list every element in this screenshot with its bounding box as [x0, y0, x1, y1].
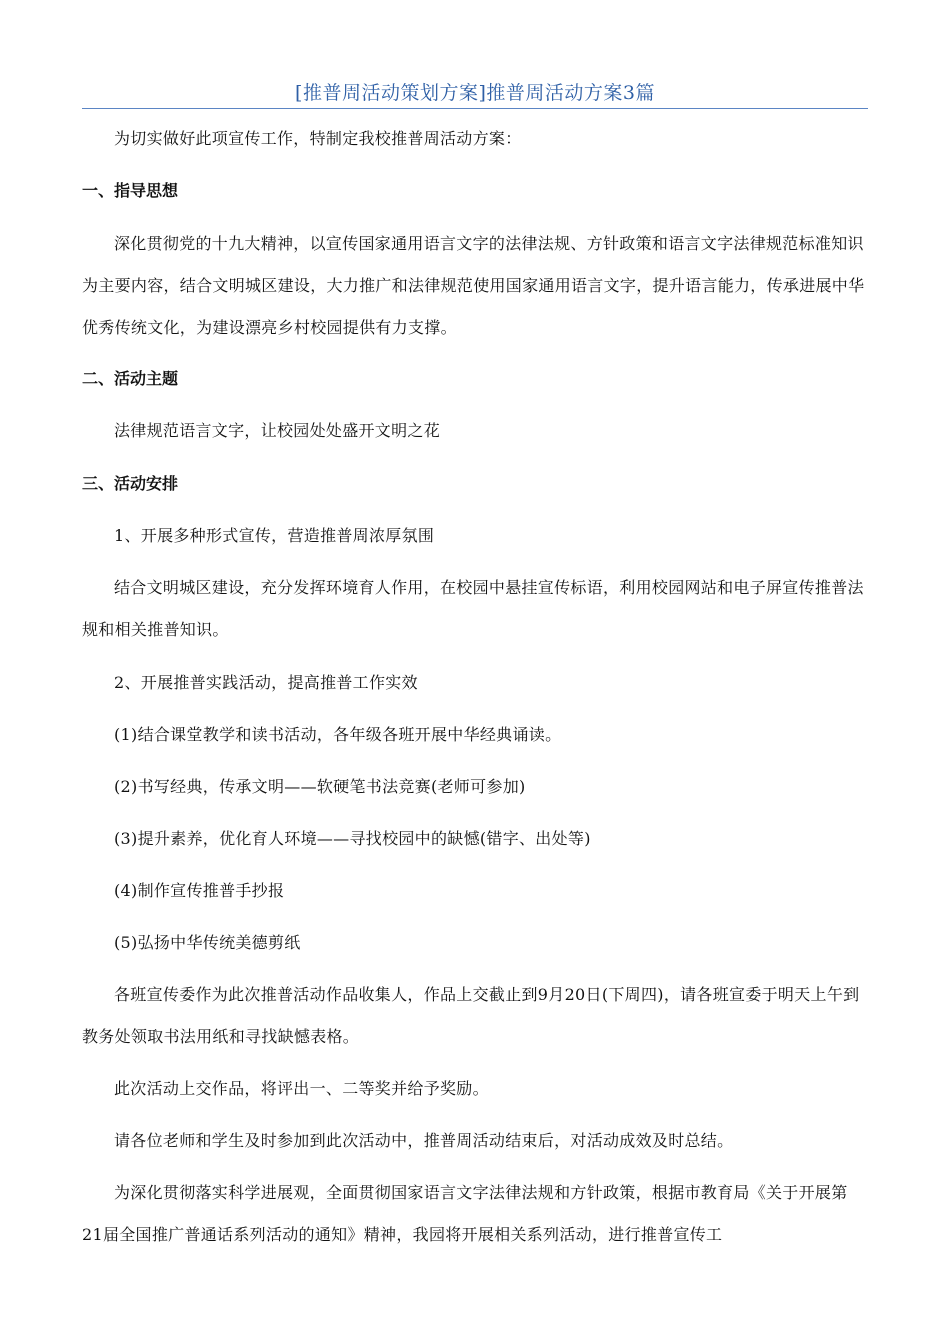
theme-paragraph: 法律规范语言文字，让校园处处盛开文明之花: [114, 421, 441, 440]
section-heading-arrangement: 三、活动安排: [82, 474, 179, 493]
section-heading-theme: 二、活动主题: [82, 369, 179, 388]
activity-sub-item-4: (4)制作宣传推普手抄报: [114, 881, 285, 900]
closing-paragraph: 为深化贯彻落实科学进展观，全面贯彻国家语言文字法律法规和方针政策，根据市教育局《关于开展第21届全国推广普通话系列活动的通知》精神，我园将开展相关系列活动，进行推普宣传工: [82, 1183, 848, 1244]
activity-sub-item-3: (3)提升素养，优化育人环境——寻找校园中的缺憾(错字、出处等): [114, 829, 591, 848]
award-paragraph: 此次活动上交作品，将评出一、二等奖并给予奖励。: [114, 1079, 489, 1098]
arrangement-item-2: 2、开展推普实践活动，提高推普工作实效: [114, 673, 418, 692]
section-heading-guiding-thought: 一、指导思想: [82, 181, 179, 200]
intro-paragraph: 为切实做好此项宣传工作，特制定我校推普周活动方案：: [114, 129, 522, 148]
summary-paragraph: 请各位老师和学生及时参加到此次活动中，推普周活动结束后，对活动成效及时总结。: [114, 1131, 734, 1150]
title-underline: [82, 108, 868, 109]
arrangement-item-1-body: 结合文明城区建设，充分发挥环境育人作用，在校园中悬挂宣传标语，利用校园网站和电子屏宣传推普法规和相关推普知识。: [82, 578, 864, 639]
collection-paragraph: 各班宣传委作为此次推普活动作品收集人，作品上交截止到9月20日(下周四)，请各班宣委于明天上午到教务处领取书法用纸和寻找缺憾表格。: [82, 985, 860, 1046]
activity-sub-item-2: (2)书写经典，传承文明——软硬笔书法竞赛(老师可参加): [114, 777, 526, 796]
activity-sub-item-5: (5)弘扬中华传统美德剪纸: [114, 933, 301, 952]
arrangement-item-1: 1、开展多种形式宣传，营造推普周浓厚氛围: [114, 526, 435, 545]
document-title: [推普周活动策划方案]推普周活动方案3篇: [295, 82, 655, 104]
activity-sub-item-1: (1)结合课堂教学和读书活动，各年级各班开展中华经典诵读。: [114, 725, 562, 744]
guiding-thought-paragraph: 深化贯彻党的十九大精神，以宣传国家通用语言文字的法律法规、方针政策和语言文字法律规范标准知识为主要内容，结合文明城区建设，大力推广和法律规范使用国家通用语言文字，提升语言能力，传承进展中华优秀传统文化，为建设漂亮乡村校园提供有力支撑。: [82, 234, 865, 337]
